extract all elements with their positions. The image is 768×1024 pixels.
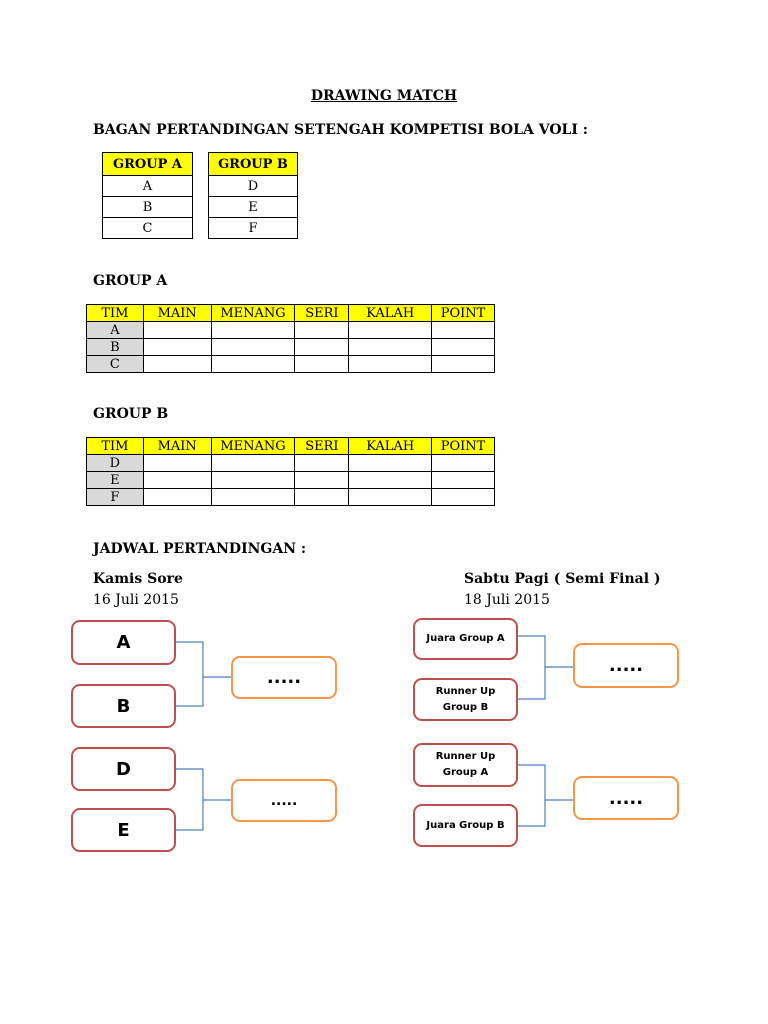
team-box: Runner Up Group A <box>413 743 518 787</box>
left-date: 16 Juli 2015 <box>93 592 179 608</box>
result-box: ..... <box>573 776 679 820</box>
team-cell: F <box>87 489 144 506</box>
group-b-team: D <box>209 176 298 197</box>
group-b-team: E <box>209 197 298 218</box>
group-a-header: GROUP A <box>103 153 193 176</box>
column-header: POINT <box>432 305 495 322</box>
column-header: MENANG <box>211 305 295 322</box>
column-header: TIM <box>87 438 144 455</box>
team-box: Runner Up Group B <box>413 678 518 721</box>
team-box: Juara Group A <box>413 618 518 660</box>
team-cell: A <box>87 322 144 339</box>
team-cell: D <box>87 455 144 472</box>
group-b-heading: GROUP B <box>93 406 169 422</box>
team-box: D <box>71 747 176 791</box>
column-header: MAIN <box>143 438 211 455</box>
team-box: A <box>71 620 176 665</box>
column-header: POINT <box>432 438 495 455</box>
column-header: KALAH <box>349 305 432 322</box>
group-b-team: F <box>209 218 298 239</box>
result-box: ..... <box>231 779 337 822</box>
left-day: Kamis Sore <box>93 571 183 587</box>
column-header: TIM <box>87 305 144 322</box>
column-header: SERI <box>295 305 349 322</box>
result-box: ..... <box>573 643 679 688</box>
column-header: MAIN <box>143 305 211 322</box>
right-day: Sabtu Pagi ( Semi Final ) <box>464 571 661 587</box>
group-a-team: C <box>103 218 193 239</box>
team-cell: C <box>87 356 144 373</box>
team-box: E <box>71 808 176 852</box>
column-header: KALAH <box>349 438 432 455</box>
team-cell: E <box>87 472 144 489</box>
team-box: Juara Group B <box>413 804 518 847</box>
page-subtitle: BAGAN PERTANDINGAN SETENGAH KOMPETISI BOLA VOLI : <box>93 122 588 138</box>
group-a-heading: GROUP A <box>93 273 168 289</box>
column-header: SERI <box>295 438 349 455</box>
result-box: ..... <box>231 656 337 699</box>
right-date: 18 Juli 2015 <box>464 592 550 608</box>
group-b-header: GROUP B <box>209 153 298 176</box>
group-a-team: B <box>103 197 193 218</box>
column-header: MENANG <box>211 438 295 455</box>
page-title: DRAWING MATCH <box>310 88 458 104</box>
schedule-heading: JADWAL PERTANDINGAN : <box>93 541 307 557</box>
team-box: B <box>71 684 176 728</box>
team-cell: B <box>87 339 144 356</box>
group-a-team: A <box>103 176 193 197</box>
